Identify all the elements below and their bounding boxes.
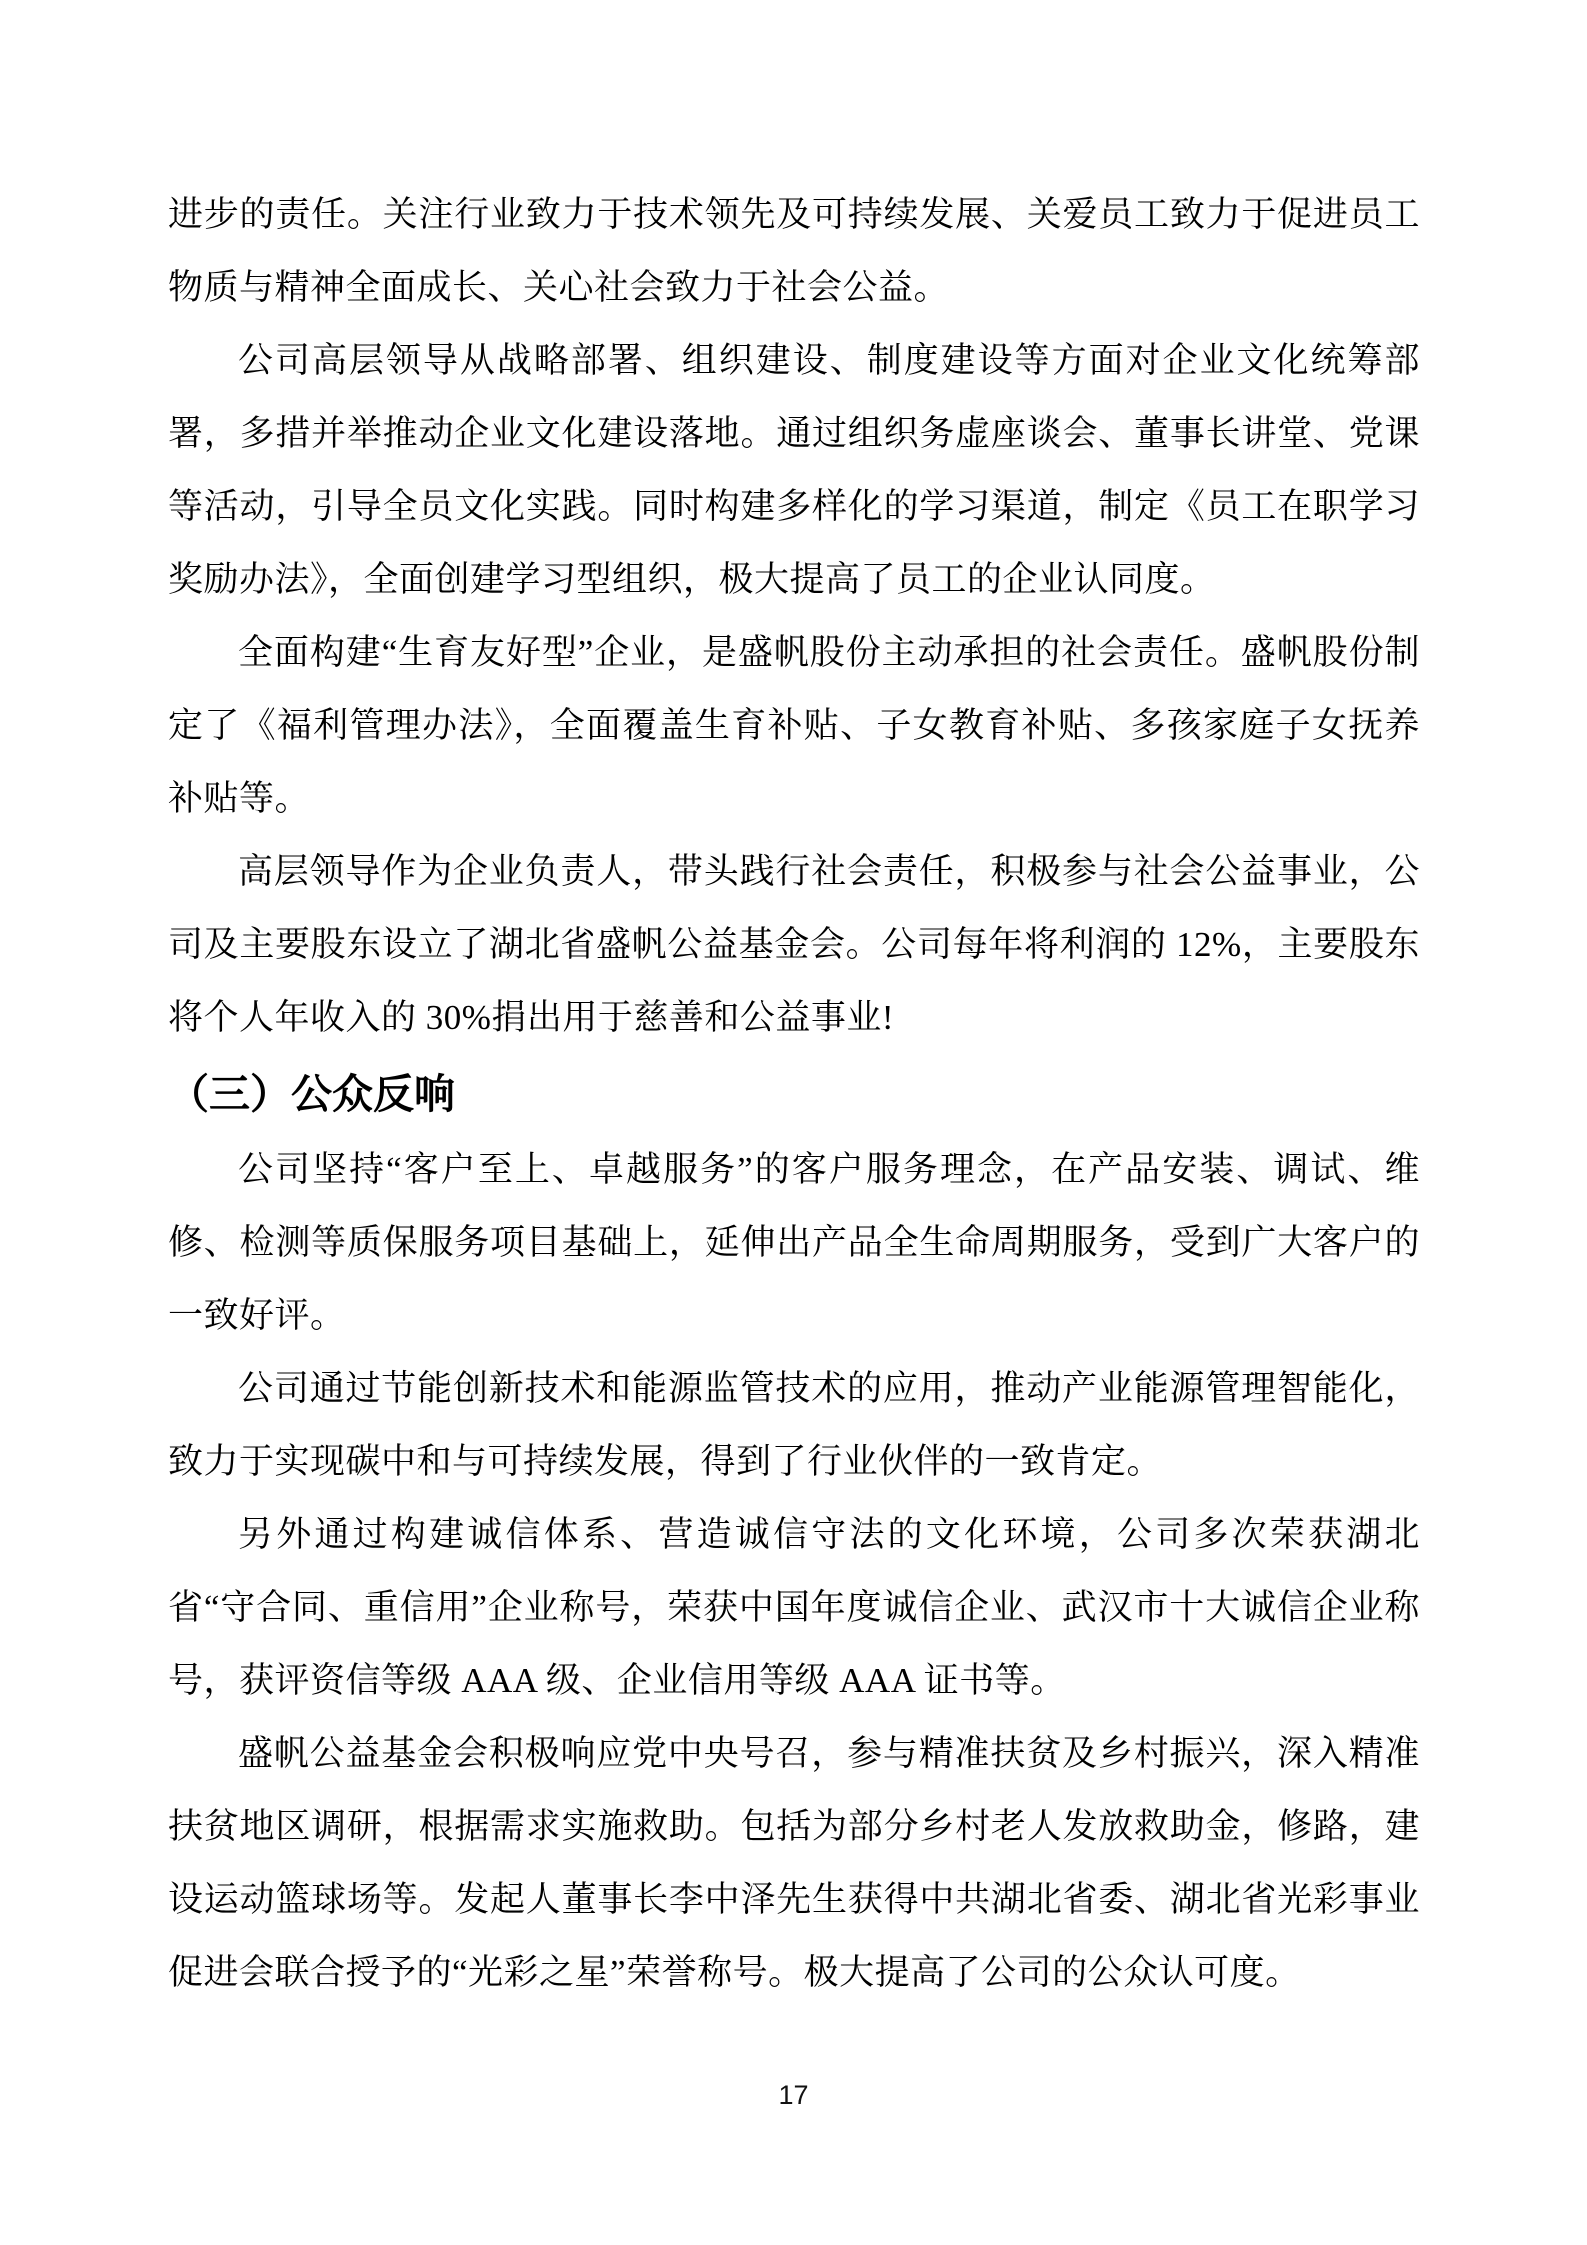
page-footer — [0, 2080, 1587, 2111]
paragraph-leadership-charity: 高层领导作为企业负责人，带头践行社会责任，积极参与社会公益事业，公司及主要股东设立了湖北省盛帆公益基金会。公司每年将利润的 12%，主要股东将个人年收入的 30%捐出用于慈善和公益事业! — [168, 852, 1420, 1037]
paragraph-culture-building: 公司高层领导从战略部署、组织建设、制度建设等方面对企业文化统筹部署，多措并举推动企业文化建设落地。通过组织务虚座谈会、董事长讲堂、党课等活动，引导全员文化实践。同时构建多样化的学习渠道，制定《员工在职学习奖励办法》，全面创建学习型组织，极大提高了员工的企业认同度。 — [168, 341, 1420, 599]
paragraph-energy-technology: 公司通过节能创新技术和能源监管技术的应用，推动产业能源管理智能化，致力于实现碳中和与可持续发展，得到了行业伙伴的一致肯定。 — [168, 1369, 1420, 1481]
paragraph-customer-service: 公司坚持“客户至上、卓越服务”的客户服务理念，在产品安装、调试、维修、检测等质保服务项目基础上，延伸出产品全生命周期服务，受到广大客户的一致好评。 — [168, 1150, 1420, 1335]
paragraph-integrity-honors: 另外通过构建诚信体系、营造诚信守法的文化环境，公司多次荣获湖北省“守合同、重信用”企业称号，荣获中国年度诚信企业、武汉市十大诚信企业称号，获评资信等级 AAA 级、企业信用等级 AAA 证书等。 — [168, 1515, 1420, 1700]
page-number: 17 — [778, 2080, 809, 2110]
section-heading-public-response: （三）公众反响 — [168, 1071, 455, 1117]
paragraph-foundation-poverty-relief: 盛帆公益基金会积极响应党中央号召，参与精准扶贫及乡村振兴，深入精准扶贫地区调研，根据需求实施救助。包括为部分乡村老人发放救助金，修路，建设运动篮球场等。发起人董事长李中泽先生获得中共湖北省委、湖北省光彩事业促进会联合授予的“光彩之星”荣誉称号。极大提高了公司的公众认可度。 — [168, 1734, 1420, 1992]
paragraph-responsibility-continuation: 进步的责任。关注行业致力于技术领先及可持续发展、关爱员工致力于促进员工物质与精神全面成长、关心社会致力于社会公益。 — [168, 195, 1420, 307]
paragraph-fertility-friendly-enterprise: 全面构建“生育友好型”企业，是盛帆股份主动承担的社会责任。盛帆股份制定了《福利管理办法》，全面覆盖生育补贴、子女教育补贴、多孩家庭子女抚养补贴等。 — [168, 633, 1420, 818]
page-body — [168, 178, 1420, 2009]
